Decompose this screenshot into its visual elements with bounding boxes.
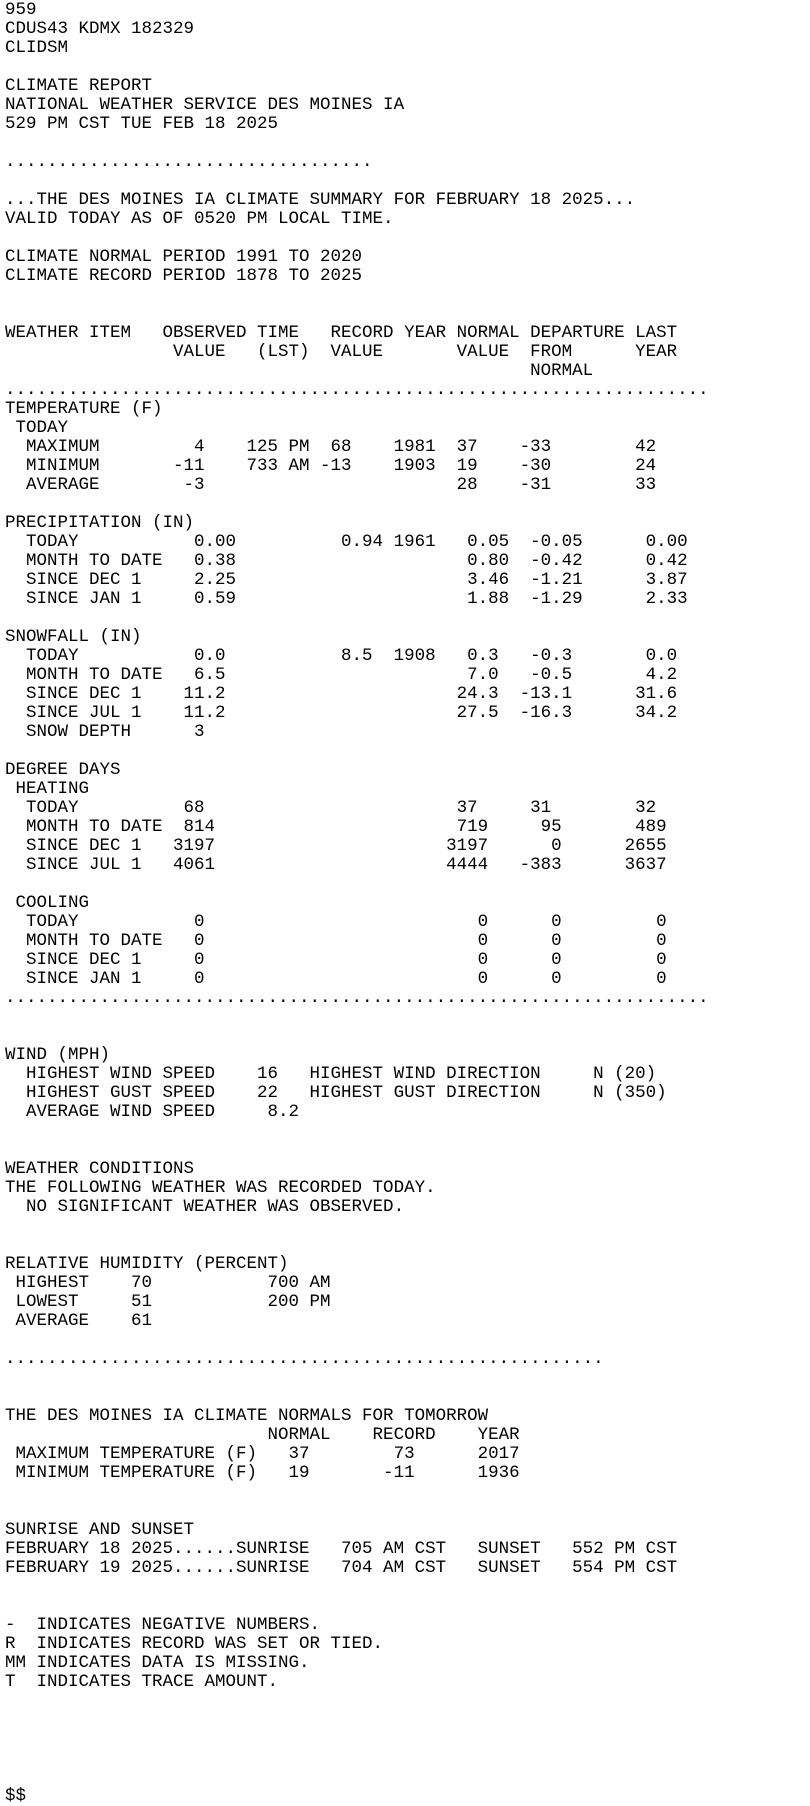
report-line: WEATHER ITEM OBSERVED TIME RECORD YEAR NORMAL DEPARTURE LAST (5, 323, 678, 343)
report-line: CLIMATE REPORT (5, 76, 153, 96)
report-line (5, 1141, 810, 1160)
report-line: MAXIMUM 4 125 PM 68 1981 37 -33 42 (5, 437, 657, 457)
report-line: ................................................................... (5, 380, 709, 400)
report-line (5, 305, 810, 324)
report-line (5, 1388, 810, 1407)
report-line: COOLING (5, 893, 90, 913)
report-line: SINCE DEC 1 2.25 3.46 -1.21 3.87 (5, 570, 688, 590)
report-line (5, 1236, 810, 1255)
report-line (5, 1730, 810, 1749)
report-line: THE DES MOINES IA CLIMATE NORMALS FOR TOMORROW (5, 1406, 489, 1426)
report-line: 959 (5, 0, 37, 20)
report-line: HIGHEST WIND SPEED 16 HIGHEST WIND DIRECTION N (20) (5, 1064, 657, 1084)
report-line: MAXIMUM TEMPERATURE (F) 37 73 2017 (5, 1444, 520, 1464)
report-line: VALUE (LST) VALUE VALUE FROM YEAR (5, 342, 678, 362)
report-line (5, 1217, 810, 1236)
report-line: ................................... (5, 152, 373, 172)
report-line: SINCE JUL 1 4061 4444 -383 3637 (5, 855, 667, 875)
report-line: SINCE DEC 1 11.2 24.3 -13.1 31.6 (5, 684, 678, 704)
report-line (5, 1692, 810, 1711)
report-line: SNOW DEPTH 3 (5, 722, 205, 742)
report-line (5, 1027, 810, 1046)
report-line: MONTH TO DATE 0.38 0.80 -0.42 0.42 (5, 551, 688, 571)
report-line: TODAY 0.0 8.5 1908 0.3 -0.3 0.0 (5, 646, 678, 666)
report-line (5, 58, 810, 77)
report-line: MONTH TO DATE 0 0 0 0 (5, 931, 667, 951)
report-line (5, 172, 810, 191)
report-line: NO SIGNIFICANT WEATHER WAS OBSERVED. (5, 1197, 405, 1217)
report-line: FEBRUARY 18 2025......SUNRISE 705 AM CST SUNSET 552 PM CST (5, 1539, 678, 1559)
report-line: AVERAGE 61 (5, 1311, 153, 1331)
report-line: AVERAGE WIND SPEED 8.2 (5, 1102, 300, 1122)
report-line: CLIMATE RECORD PERIOD 1878 TO 2025 (5, 266, 363, 286)
report-line: SINCE JAN 1 0.59 1.88 -1.29 2.33 (5, 589, 688, 609)
report-line (5, 1711, 810, 1730)
report-line: SINCE DEC 1 0 0 0 0 (5, 950, 667, 970)
report-line: T INDICATES TRACE AMOUNT. (5, 1672, 279, 1692)
report-line: NORMAL (5, 361, 594, 381)
report-line (5, 1768, 810, 1787)
report-line: FEBRUARY 19 2025......SUNRISE 704 AM CST SUNSET 554 PM CST (5, 1558, 678, 1578)
report-line: PRECIPITATION (IN) (5, 513, 195, 533)
report-line: CDUS43 KDMX 182329 (5, 19, 195, 39)
report-line (5, 1502, 810, 1521)
report-line: TODAY 0 0 0 0 (5, 912, 667, 932)
report-line: VALID TODAY AS OF 0520 PM LOCAL TIME. (5, 209, 394, 229)
report-line: SINCE JUL 1 11.2 27.5 -16.3 34.2 (5, 703, 678, 723)
report-line: TODAY 68 37 31 32 (5, 798, 657, 818)
report-line: ......................................................... (5, 1349, 604, 1369)
report-line (5, 286, 810, 305)
report-line (5, 609, 810, 628)
report-line: NATIONAL WEATHER SERVICE DES MOINES IA (5, 95, 405, 115)
report-line: 529 PM CST TUE FEB 18 2025 (5, 114, 279, 134)
report-line: NORMAL RECORD YEAR (5, 1425, 520, 1445)
report-line: RELATIVE HUMIDITY (PERCENT) (5, 1254, 289, 1274)
report-line (5, 1483, 810, 1502)
report-line: CLIMATE NORMAL PERIOD 1991 TO 2020 (5, 247, 363, 267)
report-line: ................................................................... (5, 988, 709, 1008)
report-line (5, 1578, 810, 1597)
report-line: TODAY (5, 418, 69, 438)
report-line: CLIDSM (5, 38, 69, 58)
report-line: MONTH TO DATE 6.5 7.0 -0.5 4.2 (5, 665, 678, 685)
report-line: $$ (5, 1786, 27, 1806)
report-line: HEATING (5, 779, 90, 799)
report-line (5, 134, 810, 153)
report-line: MM INDICATES DATA IS MISSING. (5, 1653, 310, 1673)
report-line: HIGHEST GUST SPEED 22 HIGHEST GUST DIRECTION N (350) (5, 1083, 667, 1103)
report-line (5, 495, 810, 514)
report-line: SINCE JAN 1 0 0 0 0 (5, 969, 667, 989)
report-line: MINIMUM TEMPERATURE (F) 19 -11 1936 (5, 1463, 520, 1483)
report-line: LOWEST 51 200 PM (5, 1292, 331, 1312)
report-line: WIND (MPH) (5, 1045, 111, 1065)
report-line: TODAY 0.00 0.94 1961 0.05 -0.05 0.00 (5, 532, 688, 552)
report-line: HIGHEST 70 700 AM (5, 1273, 331, 1293)
report-line (5, 1008, 810, 1027)
report-line: AVERAGE -3 28 -31 33 (5, 475, 657, 495)
report-line (5, 1369, 810, 1388)
report-line: WEATHER CONDITIONS (5, 1159, 195, 1179)
report-line: TEMPERATURE (F) (5, 399, 163, 419)
report-line (5, 1331, 810, 1350)
report-line (5, 229, 810, 248)
report-line: MONTH TO DATE 814 719 95 489 (5, 817, 667, 837)
report-line: DEGREE DAYS (5, 760, 121, 780)
report-line: THE FOLLOWING WEATHER WAS RECORDED TODAY. (5, 1178, 436, 1198)
report-line (5, 1122, 810, 1141)
report-line: R INDICATES RECORD WAS SET OR TIED. (5, 1634, 384, 1654)
report-line: MINIMUM -11 733 AM -13 1903 19 -30 24 (5, 456, 657, 476)
report-line: - INDICATES NEGATIVE NUMBERS. (5, 1615, 321, 1635)
report-line: SINCE DEC 1 3197 3197 0 2655 (5, 836, 667, 856)
report-line (5, 875, 810, 894)
report-line: ...THE DES MOINES IA CLIMATE SUMMARY FOR FEBRUARY 18 2025... (5, 190, 636, 210)
report-line: SUNRISE AND SUNSET (5, 1520, 195, 1540)
report-line (5, 742, 810, 761)
report-line (5, 1597, 810, 1616)
report-line: SNOWFALL (IN) (5, 627, 142, 647)
report-line (5, 1749, 810, 1768)
